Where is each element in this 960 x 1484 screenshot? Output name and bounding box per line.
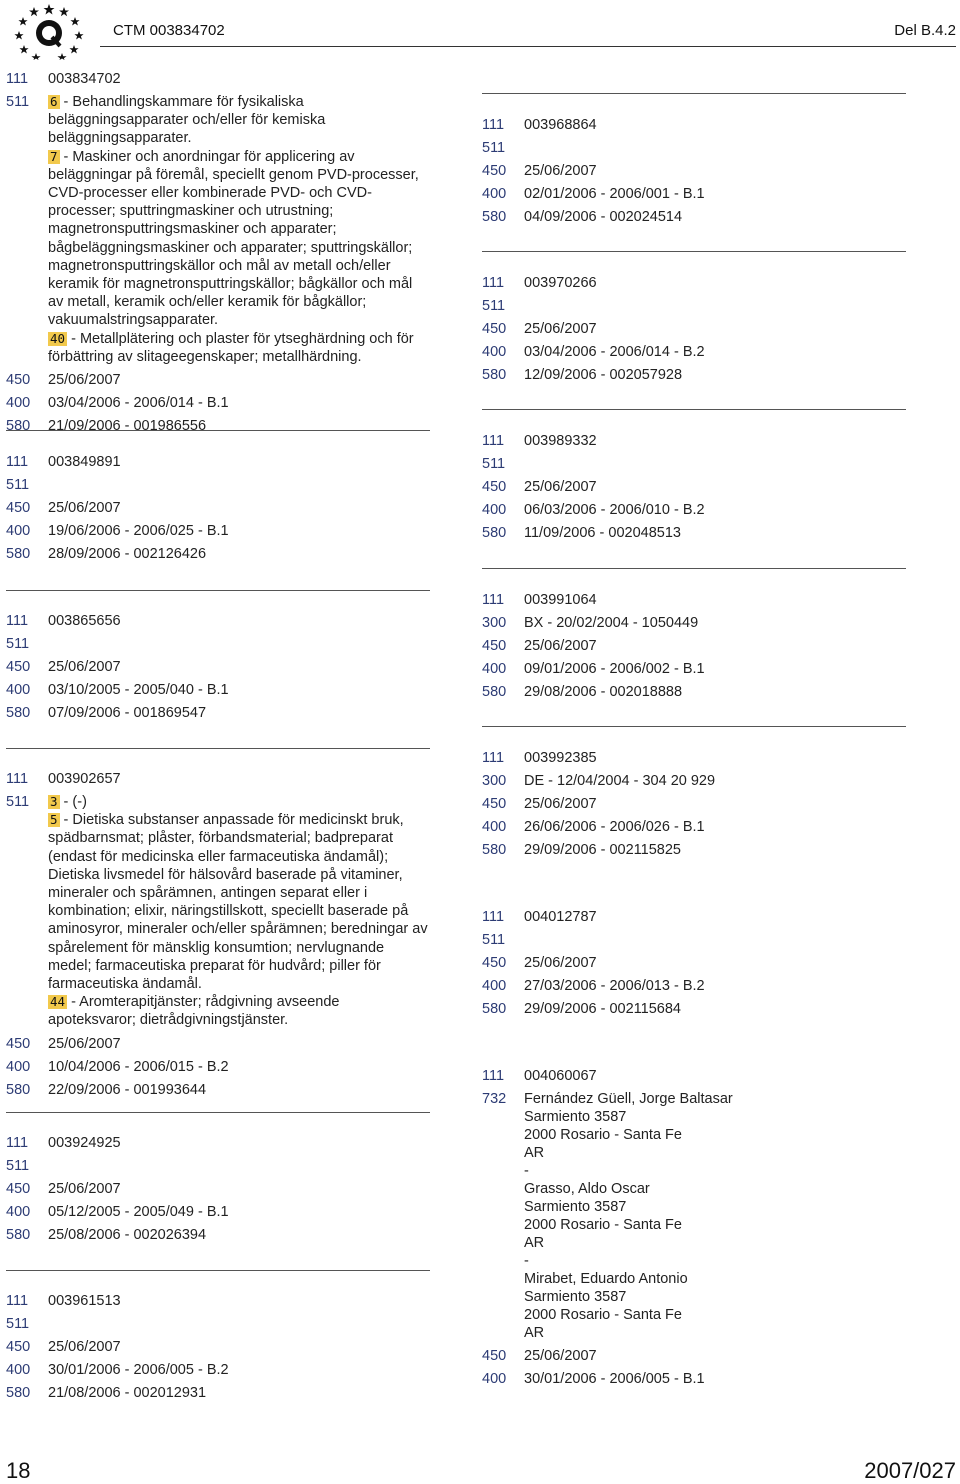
class-description <box>48 330 430 366</box>
field-code: 111 <box>482 275 505 291</box>
class-text: - Aromterapitjänster; rådgivning avseende apoteksvaror; dietrådgivningstjänster. <box>48 994 340 1029</box>
field-row <box>6 453 430 471</box>
field-row <box>482 683 906 701</box>
field-row <box>6 1226 430 1244</box>
field-code: 400 <box>482 978 507 994</box>
field-row <box>6 70 430 88</box>
class-number-badge: 44 <box>50 994 66 1010</box>
field-value: 29/09/2006 - 002115825 <box>524 842 681 858</box>
field-value: 30/01/2006 - 2006/005 - B.1 <box>524 1371 705 1387</box>
field-value: 03/10/2005 - 2005/040 - B.1 <box>48 682 229 698</box>
class-text: - Metallplätering och plaster för ytseghärdning och för förbättring av slitageegenskaper; metallhärdning. <box>48 330 414 365</box>
field-value: 25/06/2007 <box>48 1035 121 1052</box>
field-code: 400 <box>482 1371 507 1387</box>
field-code: 580 <box>482 842 507 858</box>
field-value: 10/04/2006 - 2006/015 - B.2 <box>48 1058 229 1075</box>
field-code: 511 <box>6 94 30 110</box>
field-code: 450 <box>6 500 31 516</box>
field-code: 111 <box>6 1293 29 1309</box>
field-value: 03/04/2006 - 2006/014 - B.2 <box>524 344 705 360</box>
field-value: 04/09/2006 - 002024514 <box>524 209 683 225</box>
field-row <box>482 1090 906 1342</box>
entry-separator <box>482 568 906 569</box>
field-value: 03/04/2006 - 2006/014 - B.1 <box>48 395 229 412</box>
field-code: 511 <box>482 298 506 314</box>
field-code: 111 <box>482 592 505 608</box>
field-value: 25/06/2007 <box>524 796 597 812</box>
field-code: 511 <box>482 456 506 472</box>
field-code: 111 <box>482 909 505 925</box>
trademark-entry <box>482 908 906 1023</box>
address-line: AR <box>524 1235 545 1251</box>
field-value: 25/06/2007 <box>524 955 597 971</box>
class-number-badge: 6 <box>50 94 58 109</box>
trademark-entry <box>6 1292 430 1407</box>
field-value: 06/03/2006 - 2006/010 - B.2 <box>524 502 705 518</box>
field-value: 25/06/2007 <box>48 1339 121 1355</box>
field-row <box>6 371 430 389</box>
header-rule <box>100 46 956 47</box>
field-value: 26/06/2006 - 2006/026 - B.1 <box>524 819 705 835</box>
field-code: 400 <box>6 1058 31 1075</box>
field-row <box>6 1134 430 1152</box>
class-text: - (-) <box>59 794 87 810</box>
field-row <box>482 455 906 473</box>
field-value: 003961513 <box>48 1293 121 1309</box>
field-row <box>482 208 906 226</box>
field-row <box>482 818 906 836</box>
bulletin-part: Del B.4.2 <box>894 22 956 39</box>
field-value: 22/09/2006 - 001993644 <box>48 1081 207 1098</box>
field-code: 111 <box>6 71 29 87</box>
field-code: 580 <box>482 209 507 225</box>
field-value: 003902657 <box>48 771 121 787</box>
entry-separator <box>482 251 906 252</box>
class-number-badge: 7 <box>50 148 58 164</box>
field-row <box>6 1035 430 1053</box>
field-code: 450 <box>482 479 507 495</box>
trademark-entry <box>482 749 906 864</box>
entry-separator <box>482 409 906 410</box>
field-code: 111 <box>6 771 29 787</box>
field-row <box>482 954 906 972</box>
field-row <box>6 1338 430 1356</box>
field-row <box>6 1058 430 1076</box>
field-code: 111 <box>6 454 29 470</box>
field-code: 580 <box>482 684 507 700</box>
goods-services-list <box>48 93 430 366</box>
field-row <box>6 1361 430 1379</box>
class-number-badge: 40 <box>50 330 66 346</box>
field-code: 400 <box>482 502 507 518</box>
field-code: 450 <box>482 321 507 337</box>
field-value: 25/06/2007 <box>48 500 121 516</box>
field-code: 400 <box>482 819 507 835</box>
document-id: CTM 003834702 <box>113 22 225 39</box>
field-code: 450 <box>6 1339 31 1355</box>
field-row <box>482 1000 906 1018</box>
field-code: 450 <box>482 163 507 179</box>
field-row <box>482 1370 906 1388</box>
field-row <box>6 704 430 722</box>
field-row <box>482 591 906 609</box>
field-row <box>6 545 430 563</box>
field-value: 25/06/2007 <box>524 163 597 179</box>
field-value: DE - 12/04/2004 - 304 20 929 <box>524 773 716 789</box>
field-row <box>482 931 906 949</box>
field-value: 003865656 <box>48 613 121 629</box>
address-line: 2000 Rosario - Santa Fe <box>524 1127 682 1143</box>
field-code: 400 <box>6 1204 31 1220</box>
field-code: 511 <box>6 1316 30 1332</box>
field-code: 511 <box>6 1158 30 1174</box>
field-value: 05/12/2005 - 2005/049 - B.1 <box>48 1204 229 1220</box>
field-row <box>482 977 906 995</box>
field-value: 25/06/2007 <box>524 1348 597 1364</box>
trademark-entry <box>482 116 906 231</box>
entry-separator <box>6 748 430 749</box>
class-description <box>48 148 430 330</box>
field-value: 004012787 <box>524 909 597 925</box>
field-code: 450 <box>482 796 507 812</box>
field-value: 003924925 <box>48 1135 121 1151</box>
field-code: 400 <box>6 523 31 539</box>
field-row <box>482 637 906 655</box>
field-row <box>482 908 906 926</box>
field-row <box>6 93 430 366</box>
field-code: 450 <box>482 638 507 654</box>
field-code: 450 <box>6 659 31 675</box>
class-text: - Dietiska substanser anpassade för medicinskt bruk, spädbarnsmat; plåster, förbandsmaterial; badpreparat (endast för medicinska eller farmaceutiska ändamål); Dietiska livsmedel för hälsovård baserade på vitaminer, mineraler och spårämnen, antingen separat eller i kombination; elixir, näringstillskott, speciellt baserade på aminosyror, mineraler och/eller spårämnen; beredningar av spårelement för mänsklig konsumtion; nervlugnande medel; farmaceutiska preparat för hudvård; piller för farmaceutiska ändamål. <box>48 812 428 993</box>
field-value: 003989332 <box>524 433 597 449</box>
field-value: 003968864 <box>524 117 597 133</box>
field-code: 111 <box>482 117 505 133</box>
field-row <box>6 1203 430 1221</box>
field-code: 400 <box>482 661 507 677</box>
field-row <box>482 524 906 542</box>
class-text: - Behandlingskammare för fysikaliska beläggningsapparater och/eller för kemiska beläggningsapparater. <box>48 94 326 147</box>
representative-address <box>524 1090 906 1342</box>
issue-number: 2007/027 <box>864 1458 956 1483</box>
field-value: 12/09/2006 - 002057928 <box>524 367 683 383</box>
field-value: 07/09/2006 - 001869547 <box>48 705 207 721</box>
field-row <box>482 501 906 519</box>
entry-separator <box>6 430 430 431</box>
field-row <box>482 478 906 496</box>
field-row <box>482 749 906 767</box>
field-row <box>6 499 430 517</box>
field-code: 450 <box>482 955 507 971</box>
field-row <box>482 116 906 134</box>
address-line: Fernández Güell, Jorge Baltasar <box>524 1091 733 1107</box>
entry-separator <box>482 726 906 727</box>
field-value: BX - 20/02/2004 - 1050449 <box>524 615 699 631</box>
field-value: 003992385 <box>524 750 597 766</box>
field-code: 450 <box>6 1035 31 1052</box>
field-value <box>48 1315 430 1333</box>
field-row <box>6 1081 430 1099</box>
trademark-entry <box>482 1067 906 1393</box>
field-value: 19/06/2006 - 2006/025 - B.1 <box>48 523 229 539</box>
field-value: 21/08/2006 - 002012931 <box>48 1385 207 1401</box>
field-value <box>524 139 906 157</box>
field-value: 25/06/2007 <box>524 638 597 654</box>
field-row <box>482 660 906 678</box>
field-row <box>482 139 906 157</box>
field-value <box>48 1157 430 1175</box>
field-row <box>482 274 906 292</box>
field-row <box>482 841 906 859</box>
field-value <box>524 297 906 315</box>
trademark-entry <box>6 70 430 440</box>
field-row <box>6 770 430 788</box>
trademark-entry <box>6 453 430 568</box>
field-row <box>482 1347 906 1365</box>
field-code: 580 <box>6 1385 31 1401</box>
entry-separator <box>6 590 430 591</box>
field-value: 25/06/2007 <box>524 321 597 337</box>
trademark-entry <box>482 274 906 389</box>
field-value: 21/09/2006 - 001986556 <box>48 418 207 435</box>
field-code: 111 <box>482 750 505 766</box>
field-value <box>48 635 430 653</box>
address-line: - <box>524 1163 529 1179</box>
field-value: 09/01/2006 - 2006/002 - B.1 <box>524 661 705 677</box>
class-text: - Maskiner och anordningar för applicering av beläggningar på föremål, speciellt genom PVD-processer, CVD-processer eller kombinerade PVD- och CVD- processer; sputtringmaskiner och utrustning; magnetronsputtringsmaskiner och apparater; bågbeläggningsmaskiner och apparater; sputtringskällor; magnetronsputtringskällor och mål av metall och/eller keramik för magnetronsputtringskällor; bågkällor och mål av metall, keramik och/eller keramik för bågkällor; vakuumalstringsapparater. <box>48 148 419 329</box>
field-code: 300 <box>482 615 507 631</box>
field-value: 11/09/2006 - 002048513 <box>524 525 681 541</box>
field-row <box>6 1315 430 1333</box>
goods-services-list <box>48 793 430 1030</box>
address-line: AR <box>524 1325 545 1341</box>
field-code: 450 <box>6 1181 31 1197</box>
address-line: Mirabet, Eduardo Antonio <box>524 1271 688 1287</box>
field-row <box>482 185 906 203</box>
field-value: 25/06/2007 <box>524 479 597 495</box>
address-line: Sarmiento 3587 <box>524 1199 627 1215</box>
field-code: 511 <box>482 932 506 948</box>
field-row <box>6 476 430 494</box>
field-value: 003834702 <box>48 71 121 87</box>
address-line: 2000 Rosario - Santa Fe <box>524 1307 682 1323</box>
field-value: 003991064 <box>524 592 597 608</box>
field-code: 511 <box>6 477 30 493</box>
field-code: 111 <box>6 1135 29 1151</box>
field-row <box>6 522 430 540</box>
field-row <box>482 320 906 338</box>
address-line: AR <box>524 1145 545 1161</box>
field-row <box>6 1292 430 1310</box>
field-value: 25/06/2007 <box>48 659 121 675</box>
field-code: 580 <box>6 546 31 562</box>
class-number-badge: 5 <box>50 812 58 828</box>
field-value: 28/09/2006 - 002126426 <box>48 546 207 562</box>
field-code: 111 <box>482 433 505 449</box>
field-code: 400 <box>6 1362 31 1378</box>
field-code: 580 <box>6 1081 31 1098</box>
field-value: 003849891 <box>48 454 121 470</box>
field-row <box>6 635 430 653</box>
field-row <box>482 432 906 450</box>
field-row <box>6 1157 430 1175</box>
field-row <box>6 658 430 676</box>
class-description <box>48 93 430 148</box>
field-code: 400 <box>6 682 31 698</box>
address-line: - <box>524 1253 529 1269</box>
field-row <box>6 612 430 630</box>
entry-separator <box>6 1112 430 1113</box>
field-row <box>6 417 430 435</box>
field-row <box>6 1384 430 1402</box>
field-row <box>6 681 430 699</box>
address-line: 2000 Rosario - Santa Fe <box>524 1217 682 1233</box>
field-code: 732 <box>482 1091 507 1107</box>
field-code: 580 <box>6 418 31 435</box>
field-value: 25/06/2007 <box>48 1181 121 1197</box>
field-code: 450 <box>482 1348 507 1364</box>
trademark-entry <box>482 432 906 547</box>
field-value: 27/03/2006 - 2006/013 - B.2 <box>524 978 705 994</box>
field-row <box>482 162 906 180</box>
field-value: 02/01/2006 - 2006/001 - B.1 <box>524 186 705 202</box>
field-value <box>48 476 430 494</box>
field-value: 25/08/2006 - 002026394 <box>48 1227 207 1243</box>
field-code: 400 <box>482 344 507 360</box>
field-code: 111 <box>6 613 29 629</box>
class-description <box>48 811 430 993</box>
trademark-entry <box>6 612 430 727</box>
field-code: 580 <box>482 525 507 541</box>
field-code: 511 <box>482 140 506 156</box>
field-code: 450 <box>6 372 31 389</box>
field-value: 29/09/2006 - 002115684 <box>524 1001 681 1017</box>
field-code: 511 <box>6 794 30 810</box>
field-row <box>6 793 430 1030</box>
field-code: 400 <box>6 395 31 412</box>
field-value: 30/01/2006 - 2006/005 - B.2 <box>48 1362 229 1378</box>
field-row <box>482 772 906 790</box>
field-row <box>6 394 430 412</box>
trademark-entry <box>6 1134 430 1249</box>
address-line: Sarmiento 3587 <box>524 1289 627 1305</box>
field-code: 300 <box>482 773 507 789</box>
address-line: Grasso, Aldo Oscar <box>524 1181 650 1197</box>
field-row <box>6 1180 430 1198</box>
field-row <box>482 614 906 632</box>
trademark-entry <box>6 770 430 1104</box>
field-row <box>482 297 906 315</box>
class-number-badge: 3 <box>50 794 58 809</box>
field-code: 580 <box>482 367 507 383</box>
page-number: 18 <box>6 1458 31 1483</box>
field-value <box>524 455 906 473</box>
field-code: 580 <box>6 1227 31 1243</box>
class-description <box>48 993 430 1029</box>
field-row <box>482 795 906 813</box>
entry-separator <box>6 1270 430 1271</box>
field-code: 400 <box>482 186 507 202</box>
entry-separator <box>482 93 906 94</box>
field-code: 580 <box>6 705 31 721</box>
eu-oami-logo-icon <box>4 2 94 60</box>
address-line: Sarmiento 3587 <box>524 1109 627 1125</box>
field-value: 003970266 <box>524 275 597 291</box>
field-code: 580 <box>482 1001 507 1017</box>
field-value: 25/06/2007 <box>48 372 121 389</box>
field-value: 004060067 <box>524 1068 597 1084</box>
class-description <box>48 793 430 811</box>
field-value: 29/08/2006 - 002018888 <box>524 684 683 700</box>
field-value <box>524 931 906 949</box>
field-row <box>482 343 906 361</box>
field-row <box>482 1067 906 1085</box>
field-code: 111 <box>482 1068 505 1084</box>
trademark-entry <box>482 591 906 706</box>
field-code: 511 <box>6 636 30 652</box>
field-row <box>482 366 906 384</box>
